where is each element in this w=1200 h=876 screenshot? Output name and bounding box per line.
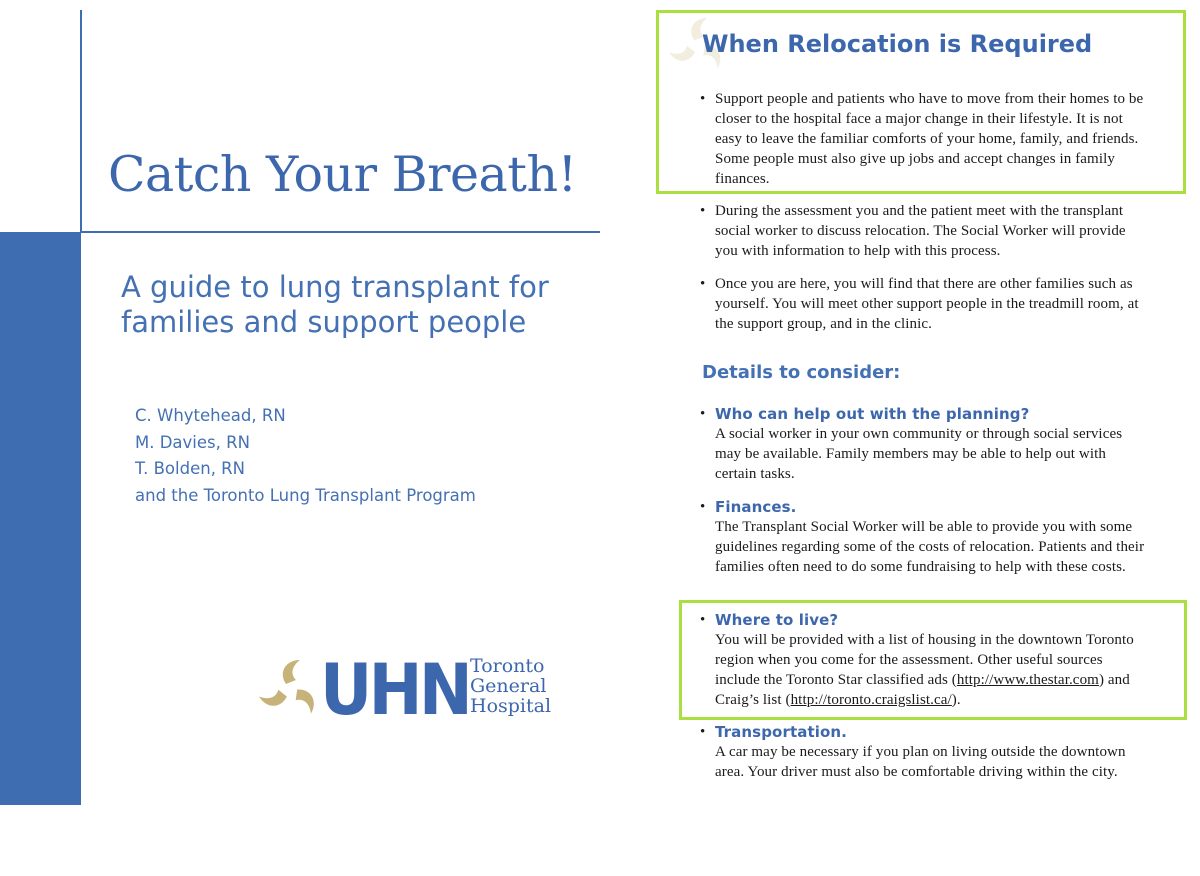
author-item: T. Bolden, RN (135, 459, 245, 478)
logo-text-line: General (470, 675, 547, 697)
author-list (135, 403, 476, 509)
detail-heading: Transportation. (715, 723, 847, 741)
bullet-text: Once you are here, you will find that there are other families such as yourself. You will meet other support people in the treadmill room, at the support group, and in the clinic. (715, 276, 1139, 332)
bullet-icon: • (700, 612, 706, 628)
detail-text-part: ). (951, 692, 961, 708)
cover-horizontal-rule (80, 231, 600, 233)
detail-heading: Where to live? (715, 611, 839, 629)
section-title: When Relocation is Required (702, 30, 1093, 58)
bullet-icon: • (700, 406, 706, 422)
detail-item (700, 722, 1150, 782)
thestar-link[interactable]: http://www.thestar.com (956, 672, 1099, 688)
bullet-icon: • (700, 276, 706, 292)
bullet-text: Support people and patients who have to move from their homes to be closer to the hospital face a major change in their lifestyle. It is not easy to leave the familiar comforts of your home, family, and friends. Some people must also give up jobs and accept changes in family finances. (715, 91, 1144, 187)
detail-item (700, 497, 1150, 577)
craigslist-link[interactable]: http://toronto.craigslist.ca/ (790, 692, 952, 708)
uhn-swirl-emblem-icon (258, 658, 322, 722)
bullet-item (700, 201, 1150, 261)
highlight-box-where-to-live (679, 600, 1187, 720)
detail-text: A car may be necessary if you plan on living outside the downtown area. Your driver must also be comfortable driving within the city. (715, 744, 1126, 780)
uhn-logo (258, 649, 558, 731)
cover-vertical-rule (80, 10, 82, 232)
detail-text: The Transplant Social Worker will be able to provide you with some guidelines regarding some of the costs of relocation. Patients and their families often need to do some fundraising to help with these costs. (715, 519, 1145, 575)
bullet-icon: • (700, 203, 706, 219)
bullet-icon: • (700, 91, 706, 107)
logo-text-line: Hospital (470, 695, 552, 717)
bullet-item (700, 274, 1150, 334)
bullet-icon: • (700, 724, 706, 740)
author-item: C. Whytehead, RN (135, 406, 286, 425)
detail-heading: Who can help out with the planning? (715, 405, 1030, 423)
logo-hospital-name (470, 656, 551, 716)
cover-subtitle: A guide to lung transplant for families and support people (121, 270, 549, 339)
detail-text-part: You will be provided with a list of housing in the downtown Toronto region when you come for the assessment. Other useful sources include the Toronto Star classified ads ( (715, 632, 1134, 688)
detail-text: A social worker in your own community or through social services may be available. Family members may be able to help out with certain tasks. (715, 426, 1123, 482)
detail-item (700, 404, 1150, 484)
detail-heading: Finances. (715, 498, 797, 516)
bullet-text: During the assessment you and the patient meet with the transplant social worker to discuss relocation. The Social Worker will provide you with information to help with this process. (715, 203, 1126, 259)
logo-text-line: Toronto (470, 655, 545, 677)
author-item: M. Davies, RN (135, 432, 250, 452)
author-item: and the Toronto Lung Transplant Program (135, 485, 476, 505)
logo-wordmark: UHN (320, 649, 470, 731)
bullet-icon: • (700, 499, 706, 515)
detail-text-part: ) and Craig’s list ( (715, 672, 1130, 708)
cover-title: Catch Your Breath! (108, 146, 577, 203)
cover-blue-side-bar (0, 232, 81, 805)
highlight-box-relocation (656, 10, 1186, 194)
details-heading: Details to consider: (702, 362, 901, 383)
